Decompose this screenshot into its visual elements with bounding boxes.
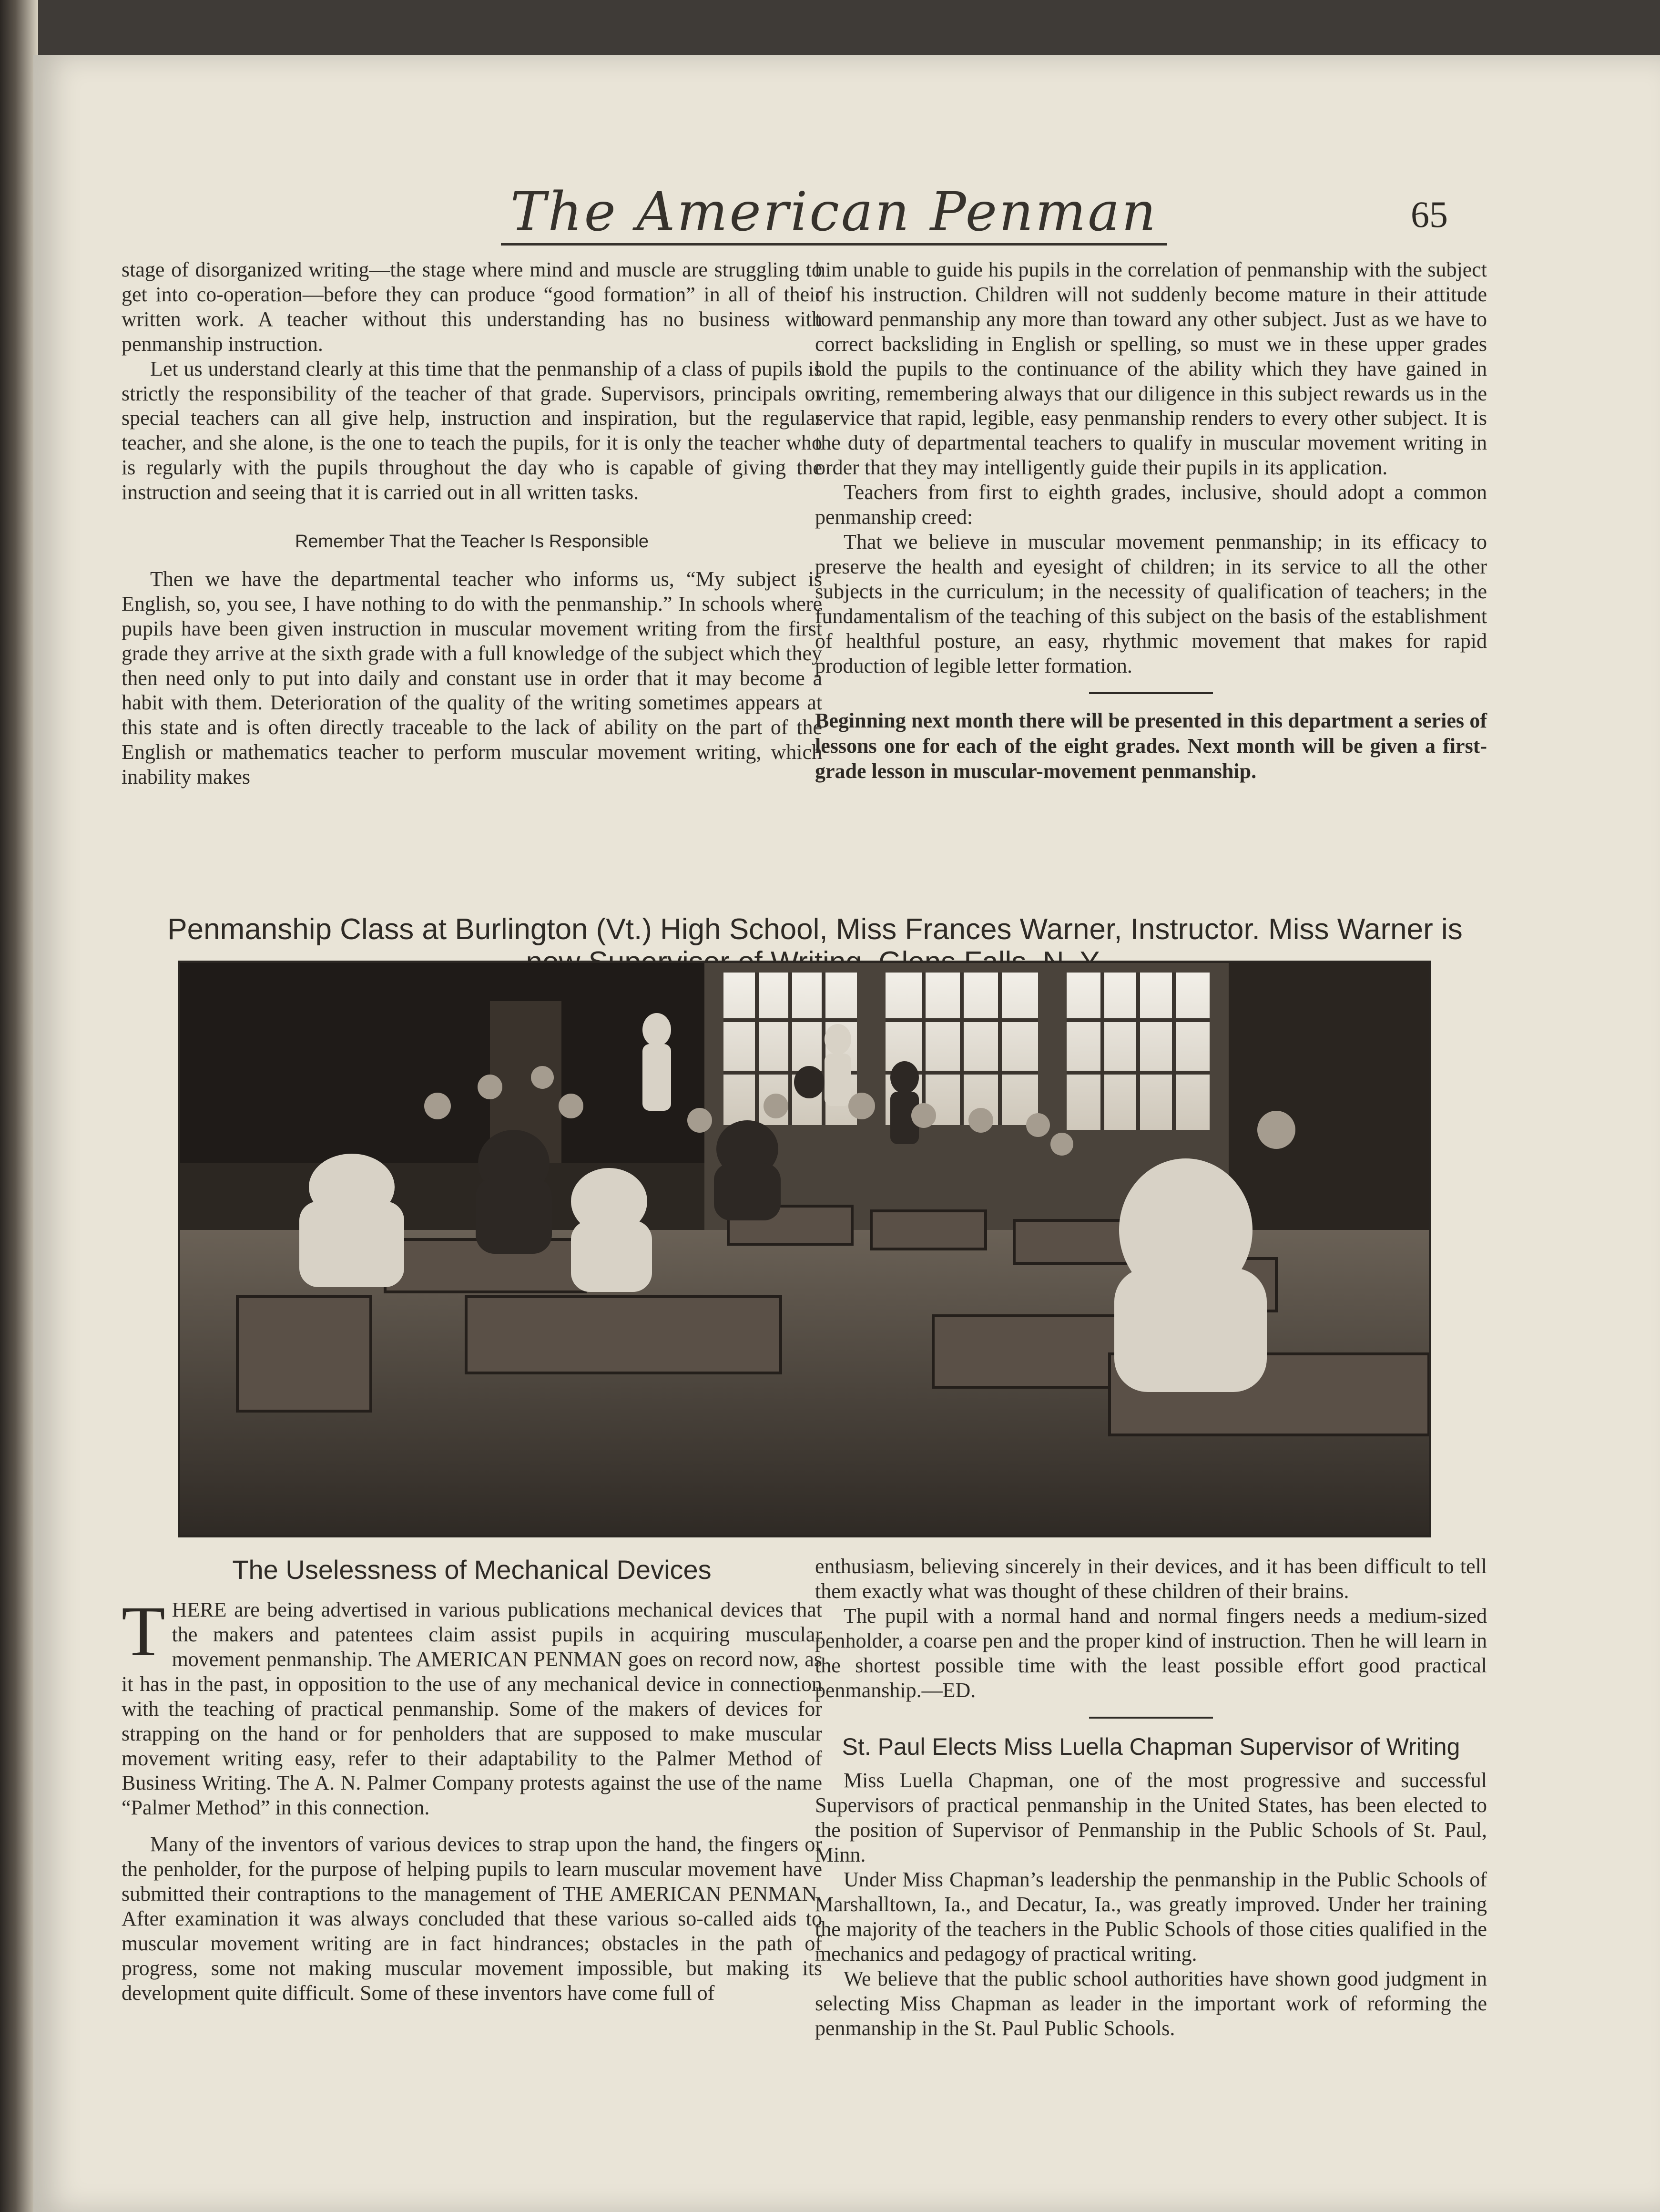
paragraph: Then we have the departmental teacher who informs us, “My subject is English, so, you see, I have nothing to do with the penmanship.” In schools where pupils have been given instruction in muscular movement writing from the first grade they arrive at the sixth grade with a full knowledge of the subject which they then need only to put into daily and constant use in order that it may become a habit with them. Deterioration of the quality of the writing sometimes appears at this state and is often directly traceable to the lack of ability on the part of the English or mathematics teacher to perform muscular movement writing, which inability makes: [122, 567, 822, 789]
paragraph: him unable to guide his pupils in the correlation of penmanship with the subject of his instruction. Children will not suddenly become mature in their attitude toward penmanship any more than toward any other subject. Just as we have to correct backsliding in English or spelling, so must we in these upper grades hold the pupils to the continuance of the ability which they have gained in writing, remembering always that our diligence in this subject rewards us in the service that rapid, legible, easy penmanship renders to every other subject. It is the duty of departmental teachers to qualify in muscular movement writing in order that they may intelligently guide their pupils in its application.: [815, 258, 1487, 480]
paragraph: enthusiasm, believing sincerely in their devices, and it has been difficult to tell them exactly what was thought of these children of their brains.: [815, 1555, 1487, 1603]
paragraph: Many of the inventors of various devices to strap upon the hand, the fingers or the penholder, for the purpose of helping pupils to learn muscular movement have submitted their contraptions to the management of THE AMERICAN PENMAN. After examination it was always concluded that these various so-called aids to muscular movement writing are in fact hindrances; obstacles in the path of progress, some not making muscular movement impossible, but making its development quite difficult. Some of these inventors have come full of: [122, 1833, 822, 2005]
announcement-note: Beginning next month there will be presented in this department a series of lessons one for each of the eight grades. Next month will be given a first-grade lesson in muscular-movement penmanship.: [815, 709, 1487, 783]
paragraph-text: HERE are being advertised in various publications mechanical devices that the makers and patentees claim assist pupils in acquiring muscular movement penmanship. The AMERICAN PENMAN goes on record now, as it has in the past, in opposition to the use of any mechanical device in connection with the teaching of practical penmanship. Some of the makers of devices for strapping on the hand or for penholders that are supposed to make muscular movement writing easy, refer to their adaptability to the Palmer Method of Business Writing. The A. N. Palmer Company protests against the use of the name “Palmer Method” in this connection.: [122, 1598, 822, 1820]
column-right-bottom: [815, 1554, 1487, 2040]
column-right: [815, 257, 1487, 784]
classroom-photo: [178, 961, 1431, 1537]
article-heading: St. Paul Elects Miss Luella Chapman Supervisor of Writing: [842, 1733, 1460, 1761]
divider-rule: [1089, 1717, 1213, 1719]
section-subhead: Remember That the Teacher Is Responsible: [295, 532, 649, 552]
book-spine: [0, 0, 38, 2212]
paragraph: Under Miss Chapman’s leadership the penmanship in the Public Schools of Marshalltown, Ia., and Decatur, Ia., was greatly improved. Under her training the majority of the teachers in the Public Schools of those cities qualified in the mechanics and pedagogy of practical writing.: [815, 1868, 1487, 1966]
masthead-title: The American Penman: [453, 181, 1215, 243]
magazine-page: [33, 55, 1660, 2212]
paragraph: Teachers from first to eighth grades, inclusive, should adopt a common penmanship creed:: [815, 481, 1487, 529]
article-heading: The Uselessness of Mechanical Devices: [232, 1555, 712, 1585]
column-left: [122, 257, 822, 789]
paragraph: Let us understand clearly at this time that the penmanship of a class of pupils is strictly the responsibility of the teacher of that grade. Supervisors, principals or special teachers can all give help, instruction and inspiration, but the regular teacher, and she alone, is the one to teach the pupils, for it is only the teacher who is regularly with the pupils throughout the day who is capable of giving the instruction and seeing that it is carried out in all written tasks.: [122, 357, 822, 504]
drop-cap: T: [122, 1592, 165, 1671]
paragraph: [122, 1592, 822, 1820]
paragraph: That we believe in muscular movement penmanship; in its efficacy to preserve the health and eyesight of children; in its service to all the other subjects in the curriculum; in the necessity of qualification of teachers; in the fundamentalism of the teaching of this subject on the basis of the establishment of healthful posture, an easy, rhythmic movement that makes for rapid production of legible letter formation.: [815, 530, 1487, 677]
divider-rule: [1089, 692, 1213, 694]
paragraph: stage of disorganized writing—the stage where mind and muscle are struggling to get into co-operation—before they can produce “good formation” in all of their written work. A teacher without this understanding has no business with penmanship instruction.: [122, 258, 822, 356]
paragraph: Miss Luella Chapman, one of the most progressive and successful Supervisors of practical penmanship in the United States, has been elected to the position of Supervisor of Penmanship in the Public Schools of St. Paul, Minn.: [815, 1769, 1487, 1867]
paragraph: The pupil with a normal hand and normal fingers needs a medium-sized penholder, a coarse pen and the proper kind of instruction. Then he will learn in the shortest possible time with the least possible effort good practical penmanship.—ED.: [815, 1604, 1487, 1702]
photo-caption: Penmanship Class at Burlington (Vt.) High School, Miss Frances Warner, Instructor. Miss Warner is: [167, 913, 1463, 946]
article-mechanical-devices: [122, 1554, 822, 2006]
paragraph: We believe that the public school authorities have shown good judgment in selecting Miss Chapman as leader in the important work of reforming the penmanship in the St. Paul Public Schools.: [815, 1966, 1487, 2040]
page-number: 65: [1411, 194, 1448, 235]
classroom-photo-illustration: [180, 963, 1429, 1535]
